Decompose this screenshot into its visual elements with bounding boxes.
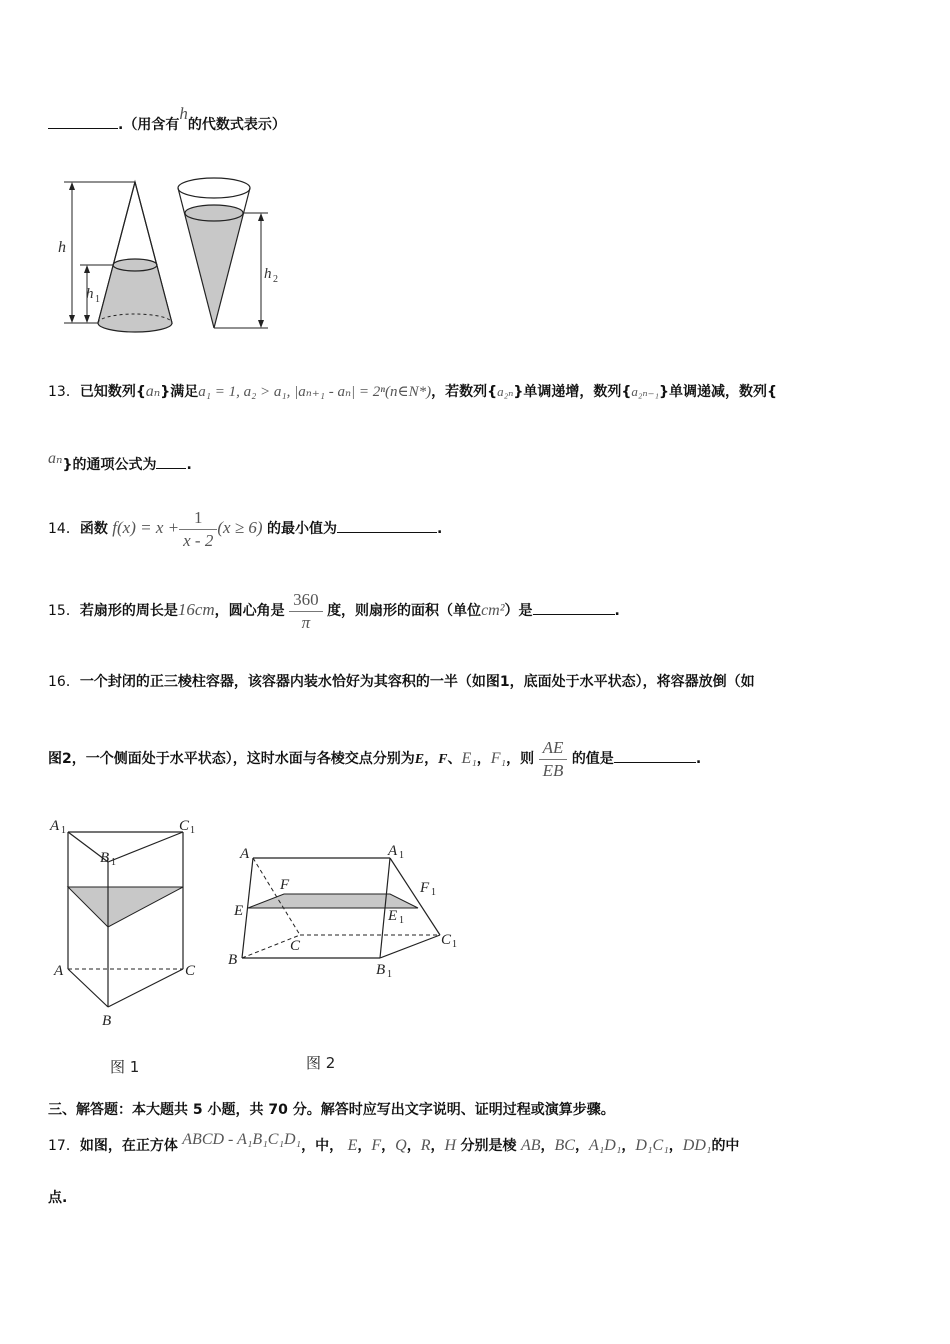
label-h2: h <box>264 266 272 282</box>
svg-text:2: 2 <box>273 274 278 285</box>
q14-fraction: $\frac{1}{x - 2}$ <box>179 507 217 552</box>
q15-line: 15．若扇形的周长是16cm，圆心角是 $\frac{360}{\pi}$ 度，则扇形的面积（单位cm²）是 . <box>48 589 620 632</box>
answer-blank <box>48 114 118 129</box>
unit: cm² <box>481 602 505 619</box>
q13-line2: aₙ}的通项公式为 . <box>48 450 192 473</box>
q16-line2: 图2，一个侧面处于水平状态），这时水面与各棱交点分别为E，F、E₁，F₁，则 $\frac{AE}{EB}$ 的值是 . <box>48 737 702 780</box>
seq-an: aₙ <box>145 383 161 400</box>
q17-line1: 17．如图，在正方体 ABCD - A₁B₁C₁D₁，中， E，F，Q，R，H 分别是棱 AB，BC，A₁D₁，D₁C₁，DD₁的中 <box>48 1131 740 1154</box>
q13-line1: 13．已知数列{aₙ}满足a₁ = 1, a₂ > a₁, |aₙ₊₁ - aₙ| = 2ⁿ(n∈N*)，若数列{a₂ₙ}单调递增，数列{a₂ₙ₋₁}单调递减，数列{ <box>48 383 777 400</box>
svg-text:1: 1 <box>399 915 404 926</box>
var-h: h <box>179 104 188 123</box>
answer-blank <box>156 454 186 469</box>
svg-text:B: B <box>228 952 238 968</box>
svg-text:A: A <box>50 818 60 834</box>
section-heading: 三、解答题：本大题共 5 小题，共 70 分。解答时应写出文字说明、证明过程或演算步骤。 <box>48 1102 615 1118</box>
prism-figure-2 <box>228 838 468 988</box>
svg-text:C: C <box>441 932 452 948</box>
fig2-caption: 图 2 <box>306 1054 336 1072</box>
cone-figure <box>50 170 310 350</box>
svg-text:1: 1 <box>452 939 457 950</box>
svg-text:E: E <box>234 903 244 919</box>
fig1-caption: 图 1 <box>110 1058 140 1076</box>
answer-blank <box>614 748 696 763</box>
label-h: h <box>58 239 66 256</box>
svg-text:C: C <box>290 938 301 954</box>
svg-text:1: 1 <box>61 825 66 836</box>
svg-text:A: A <box>54 963 64 979</box>
svg-text:B: B <box>376 962 386 978</box>
svg-text:C: C <box>179 818 190 834</box>
q14-line: 14．函数 f(x) = x + $\frac{1}{x - 2}$ (x ≥ 6) 的最小值为 . <box>48 507 443 550</box>
seq-a2n: a₂ₙ <box>497 384 514 399</box>
perimeter-value: 16cm <box>177 600 215 619</box>
q16-line1: 16．一个封闭的正三棱柱容器，该容器内装水恰好为其容积的一半（如图1，底面处于水平状态），将容器放倒（如 <box>48 674 755 690</box>
svg-text:E: E <box>388 908 398 924</box>
answer-blank <box>533 600 615 615</box>
svg-text:B: B <box>102 1013 112 1029</box>
svg-text:C: C <box>185 963 196 979</box>
right-water <box>185 213 243 328</box>
svg-text:B: B <box>100 850 110 866</box>
svg-text:F: F <box>280 877 290 893</box>
func-expr: f(x) = x + <box>112 518 180 537</box>
cube-name: ABCD - A₁B₁C₁D₁ <box>182 1131 302 1148</box>
q13-condition: a₁ = 1, a₂ > a₁, |aₙ₊₁ - aₙ| = 2ⁿ(n∈N*) <box>198 384 432 400</box>
svg-text:A: A <box>240 846 250 862</box>
svg-text:A: A <box>388 843 398 859</box>
q12-line: .（用含有h的代数式表示） <box>48 114 286 135</box>
q17-line2: 点. <box>48 1190 68 1206</box>
ratio-fraction: $\frac{AE}{EB}$ <box>539 737 568 782</box>
svg-text:1: 1 <box>190 825 195 836</box>
answer-blank <box>337 518 437 533</box>
right-cone-rim <box>178 178 250 198</box>
water-surface-fig1 <box>68 887 183 927</box>
water-surface-fig2 <box>248 894 418 908</box>
svg-text:F: F <box>420 880 430 896</box>
svg-text:1: 1 <box>111 857 116 868</box>
svg-text:1: 1 <box>431 887 436 898</box>
label-h1: h <box>86 286 94 302</box>
svg-text:1: 1 <box>387 969 392 980</box>
prism-figure-1 <box>48 812 218 1032</box>
right-water-surface <box>185 205 243 221</box>
left-water-surface <box>113 259 157 271</box>
svg-text:1: 1 <box>95 294 100 305</box>
angle-fraction: $\frac{360}{\pi}$ <box>289 589 323 634</box>
left-water <box>98 265 172 332</box>
seq-a2n-1: a₂ₙ₋₁ <box>631 384 659 399</box>
svg-text:1: 1 <box>399 850 404 861</box>
